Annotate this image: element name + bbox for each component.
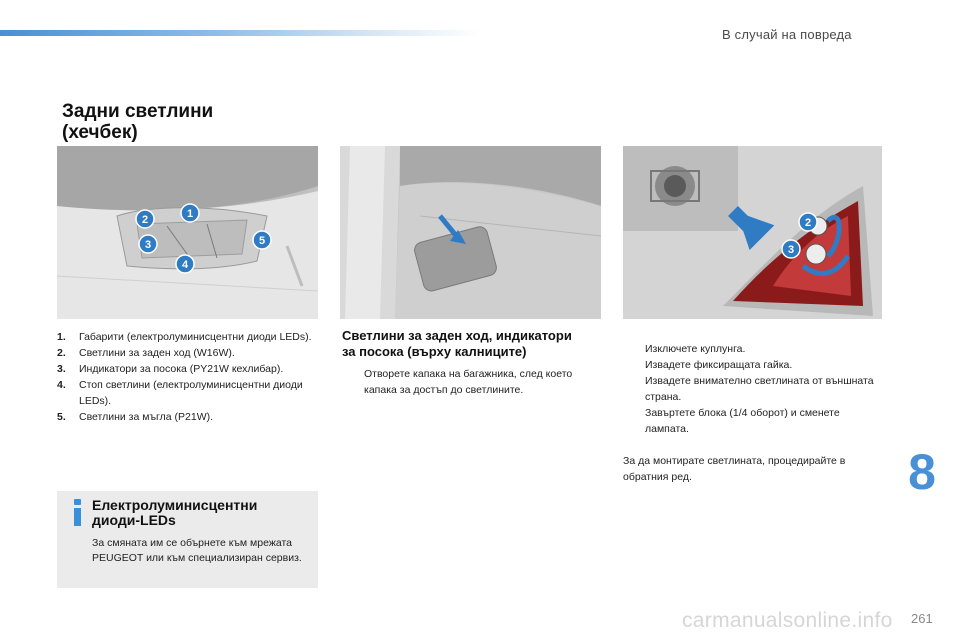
access-steps-list <box>342 366 604 398</box>
section-heading-reverse-indicators: Светлини за заден ход, индикатори за посока (върху калниците) <box>342 328 572 359</box>
legend-item: 5. Светлини за мъгла (P21W). <box>57 411 214 423</box>
lamp-legend-list <box>57 329 319 425</box>
list-item: Извадете фиксиращата гайка. <box>645 359 793 371</box>
boot-access-photo <box>340 146 601 319</box>
svg-text:1: 1 <box>186 208 194 220</box>
legend-item: 3. Индикатори за посока (PY21W кехлибар). <box>57 363 284 375</box>
callout-4 <box>176 255 194 273</box>
info-icon <box>71 499 83 527</box>
callout-2 <box>799 213 817 231</box>
chapter-number: 8 <box>908 444 936 500</box>
svg-text:3: 3 <box>144 239 152 251</box>
svg-text:4: 4 <box>181 259 189 271</box>
list-item: Завъртете блока (1/4 оборот) и сменете лампата. <box>645 407 840 435</box>
reassembly-note: За да монтирате светлината, процедирайте в обратния ред. <box>623 455 846 483</box>
legend-item: 1. Габарити (електролуминисцентни диоди LEDs). <box>57 331 312 343</box>
callout-1 <box>181 204 199 222</box>
callout-2 <box>136 210 154 228</box>
legend-item: 2. Светлини за заден ход (W16W). <box>57 347 235 359</box>
section-title: В случай на повреда <box>722 27 852 42</box>
removal-steps-list <box>623 341 885 437</box>
svg-text:2: 2 <box>141 214 149 226</box>
info-box-body: За смяната им се обърнете към мрежата PEUGEOT или към специализиран сервиз. <box>92 537 302 564</box>
list-item: Отворете капака на багажника, след което капака за достъп до светлините. <box>364 368 573 396</box>
list-item: Изключете куплунга. <box>645 343 746 355</box>
watermark: carmanualsonline.info <box>682 609 893 632</box>
legend-item: 4. Стоп светлини (електролуминисцентни диоди LEDs). <box>57 379 303 407</box>
callout-3 <box>139 235 157 253</box>
led-info-box <box>57 491 318 588</box>
list-item: Извадете внимателно светлината от външната страна. <box>645 375 874 403</box>
page-number: 261 <box>911 611 933 626</box>
rear-lamp-photo <box>57 146 318 319</box>
page-title-line1: Задни светлини <box>62 101 214 122</box>
info-box-title: Електролуминисцентни диоди-LEDs <box>92 497 258 528</box>
svg-text:2: 2 <box>804 217 812 229</box>
svg-text:5: 5 <box>258 235 266 247</box>
page-title <box>62 101 213 143</box>
svg-text:3: 3 <box>787 244 795 256</box>
callout-5 <box>253 231 271 249</box>
header-gradient-bar <box>0 30 480 36</box>
page-title-line2: (хечбек) <box>62 122 138 143</box>
lamp-removal-photo <box>623 146 882 319</box>
callout-3 <box>782 240 800 258</box>
